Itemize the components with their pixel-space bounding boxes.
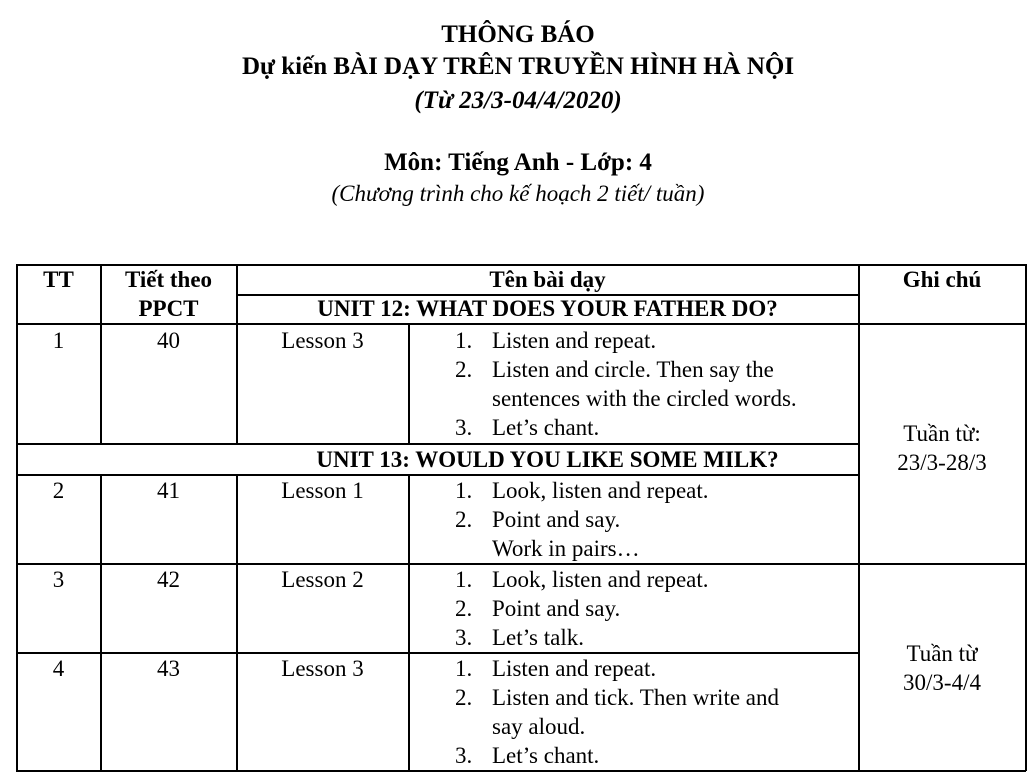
item-text: Listen and repeat. bbox=[492, 328, 657, 353]
row-1-ppct: 40 bbox=[157, 328, 180, 353]
item-text: Listen and tick. Then write and bbox=[492, 685, 779, 710]
item-number: 2. bbox=[455, 507, 473, 532]
table-column-divider bbox=[408, 474, 410, 771]
row-4-ppct: 43 bbox=[157, 656, 180, 681]
item-text: Listen and repeat. bbox=[492, 656, 657, 681]
row-2-tt: 2 bbox=[52, 478, 65, 503]
header-lesson-name: Tên bài dạy bbox=[489, 267, 606, 292]
item-text: Point and say. bbox=[492, 507, 621, 532]
row-2-ppct: 41 bbox=[157, 478, 180, 503]
row-2-activities bbox=[455, 476, 855, 563]
table-column-divider bbox=[408, 323, 410, 444]
row-3-tt: 3 bbox=[52, 567, 65, 592]
item-number: 3. bbox=[455, 743, 473, 768]
row-2-lesson: Lesson 1 bbox=[281, 478, 364, 503]
item-text: Let’s chant. bbox=[492, 743, 600, 768]
list-item bbox=[455, 741, 855, 770]
unit-12-heading: UNIT 12: WHAT DOES YOUR FATHER DO? bbox=[317, 296, 778, 321]
item-number: 3. bbox=[455, 625, 473, 650]
item-number: 1. bbox=[455, 567, 473, 592]
item-text: Listen and circle. Then say the bbox=[492, 357, 774, 382]
week-2-note-range: 30/3-4/4 bbox=[903, 670, 981, 695]
table-column-divider bbox=[100, 474, 102, 771]
item-number: 1. bbox=[455, 478, 473, 503]
header-note: Ghi chú bbox=[902, 267, 982, 292]
list-item bbox=[455, 623, 855, 652]
list-item bbox=[455, 565, 855, 594]
list-item bbox=[455, 654, 855, 683]
list-item bbox=[455, 326, 855, 355]
table-column-divider bbox=[236, 474, 238, 771]
row-4-activities bbox=[455, 654, 855, 770]
item-text: Look, listen and repeat. bbox=[492, 567, 709, 592]
subject-line: Môn: Tiếng Anh - Lớp: 4 bbox=[384, 149, 652, 176]
item-text: Let’s chant. bbox=[492, 415, 600, 440]
week-2-note-label: Tuần từ bbox=[906, 641, 978, 666]
header-ppct-line1: Tiết theo bbox=[124, 267, 213, 292]
header-ppct-line2: PPCT bbox=[138, 296, 199, 321]
item-text: Let’s talk. bbox=[492, 625, 584, 650]
item-text: say aloud. bbox=[492, 714, 586, 739]
row-3-activities bbox=[455, 565, 855, 652]
table-border-bottom bbox=[16, 770, 1026, 772]
document-title: THÔNG BÁO bbox=[441, 21, 595, 48]
table-divider bbox=[16, 323, 1026, 325]
list-item bbox=[455, 683, 855, 712]
item-number: 1. bbox=[455, 328, 473, 353]
list-item bbox=[455, 413, 855, 442]
list-item bbox=[455, 534, 855, 563]
date-range: (Từ 23/3-04/4/2020) bbox=[414, 87, 622, 114]
row-1-activities bbox=[455, 326, 855, 442]
item-text: Point and say. bbox=[492, 596, 621, 621]
item-text: Look, listen and repeat. bbox=[492, 478, 709, 503]
header-tt: TT bbox=[43, 267, 74, 292]
list-item bbox=[455, 355, 855, 384]
item-number: 2. bbox=[455, 357, 473, 382]
row-3-lesson: Lesson 2 bbox=[281, 567, 364, 592]
document-subtitle: Dự kiến BÀI DẠY TRÊN TRUYỀN HÌNH HÀ NỘI bbox=[241, 53, 795, 80]
row-1-tt: 1 bbox=[52, 328, 65, 353]
list-item bbox=[455, 505, 855, 534]
list-item bbox=[455, 712, 855, 741]
row-4-lesson: Lesson 3 bbox=[281, 656, 364, 681]
row-4-tt: 4 bbox=[52, 656, 65, 681]
week-1-note-label: Tuần từ: bbox=[903, 421, 981, 446]
item-number: 2. bbox=[455, 685, 473, 710]
item-number: 3. bbox=[455, 415, 473, 440]
item-number: 2. bbox=[455, 596, 473, 621]
list-item bbox=[455, 384, 855, 413]
item-number: 1. bbox=[455, 656, 473, 681]
list-item bbox=[455, 594, 855, 623]
week-1-note-range: 23/3-28/3 bbox=[897, 450, 987, 475]
item-text: Work in pairs… bbox=[492, 536, 640, 561]
item-text: sentences with the circled words. bbox=[492, 386, 797, 411]
row-1-lesson: Lesson 3 bbox=[281, 328, 364, 353]
unit-13-heading: UNIT 13: WOULD YOU LIKE SOME MILK? bbox=[316, 447, 779, 472]
row-3-ppct: 42 bbox=[157, 567, 180, 592]
table-border-right bbox=[1025, 264, 1027, 771]
list-item bbox=[455, 476, 855, 505]
program-note: (Chương trình cho kế hoạch 2 tiết/ tuần) bbox=[331, 181, 705, 206]
